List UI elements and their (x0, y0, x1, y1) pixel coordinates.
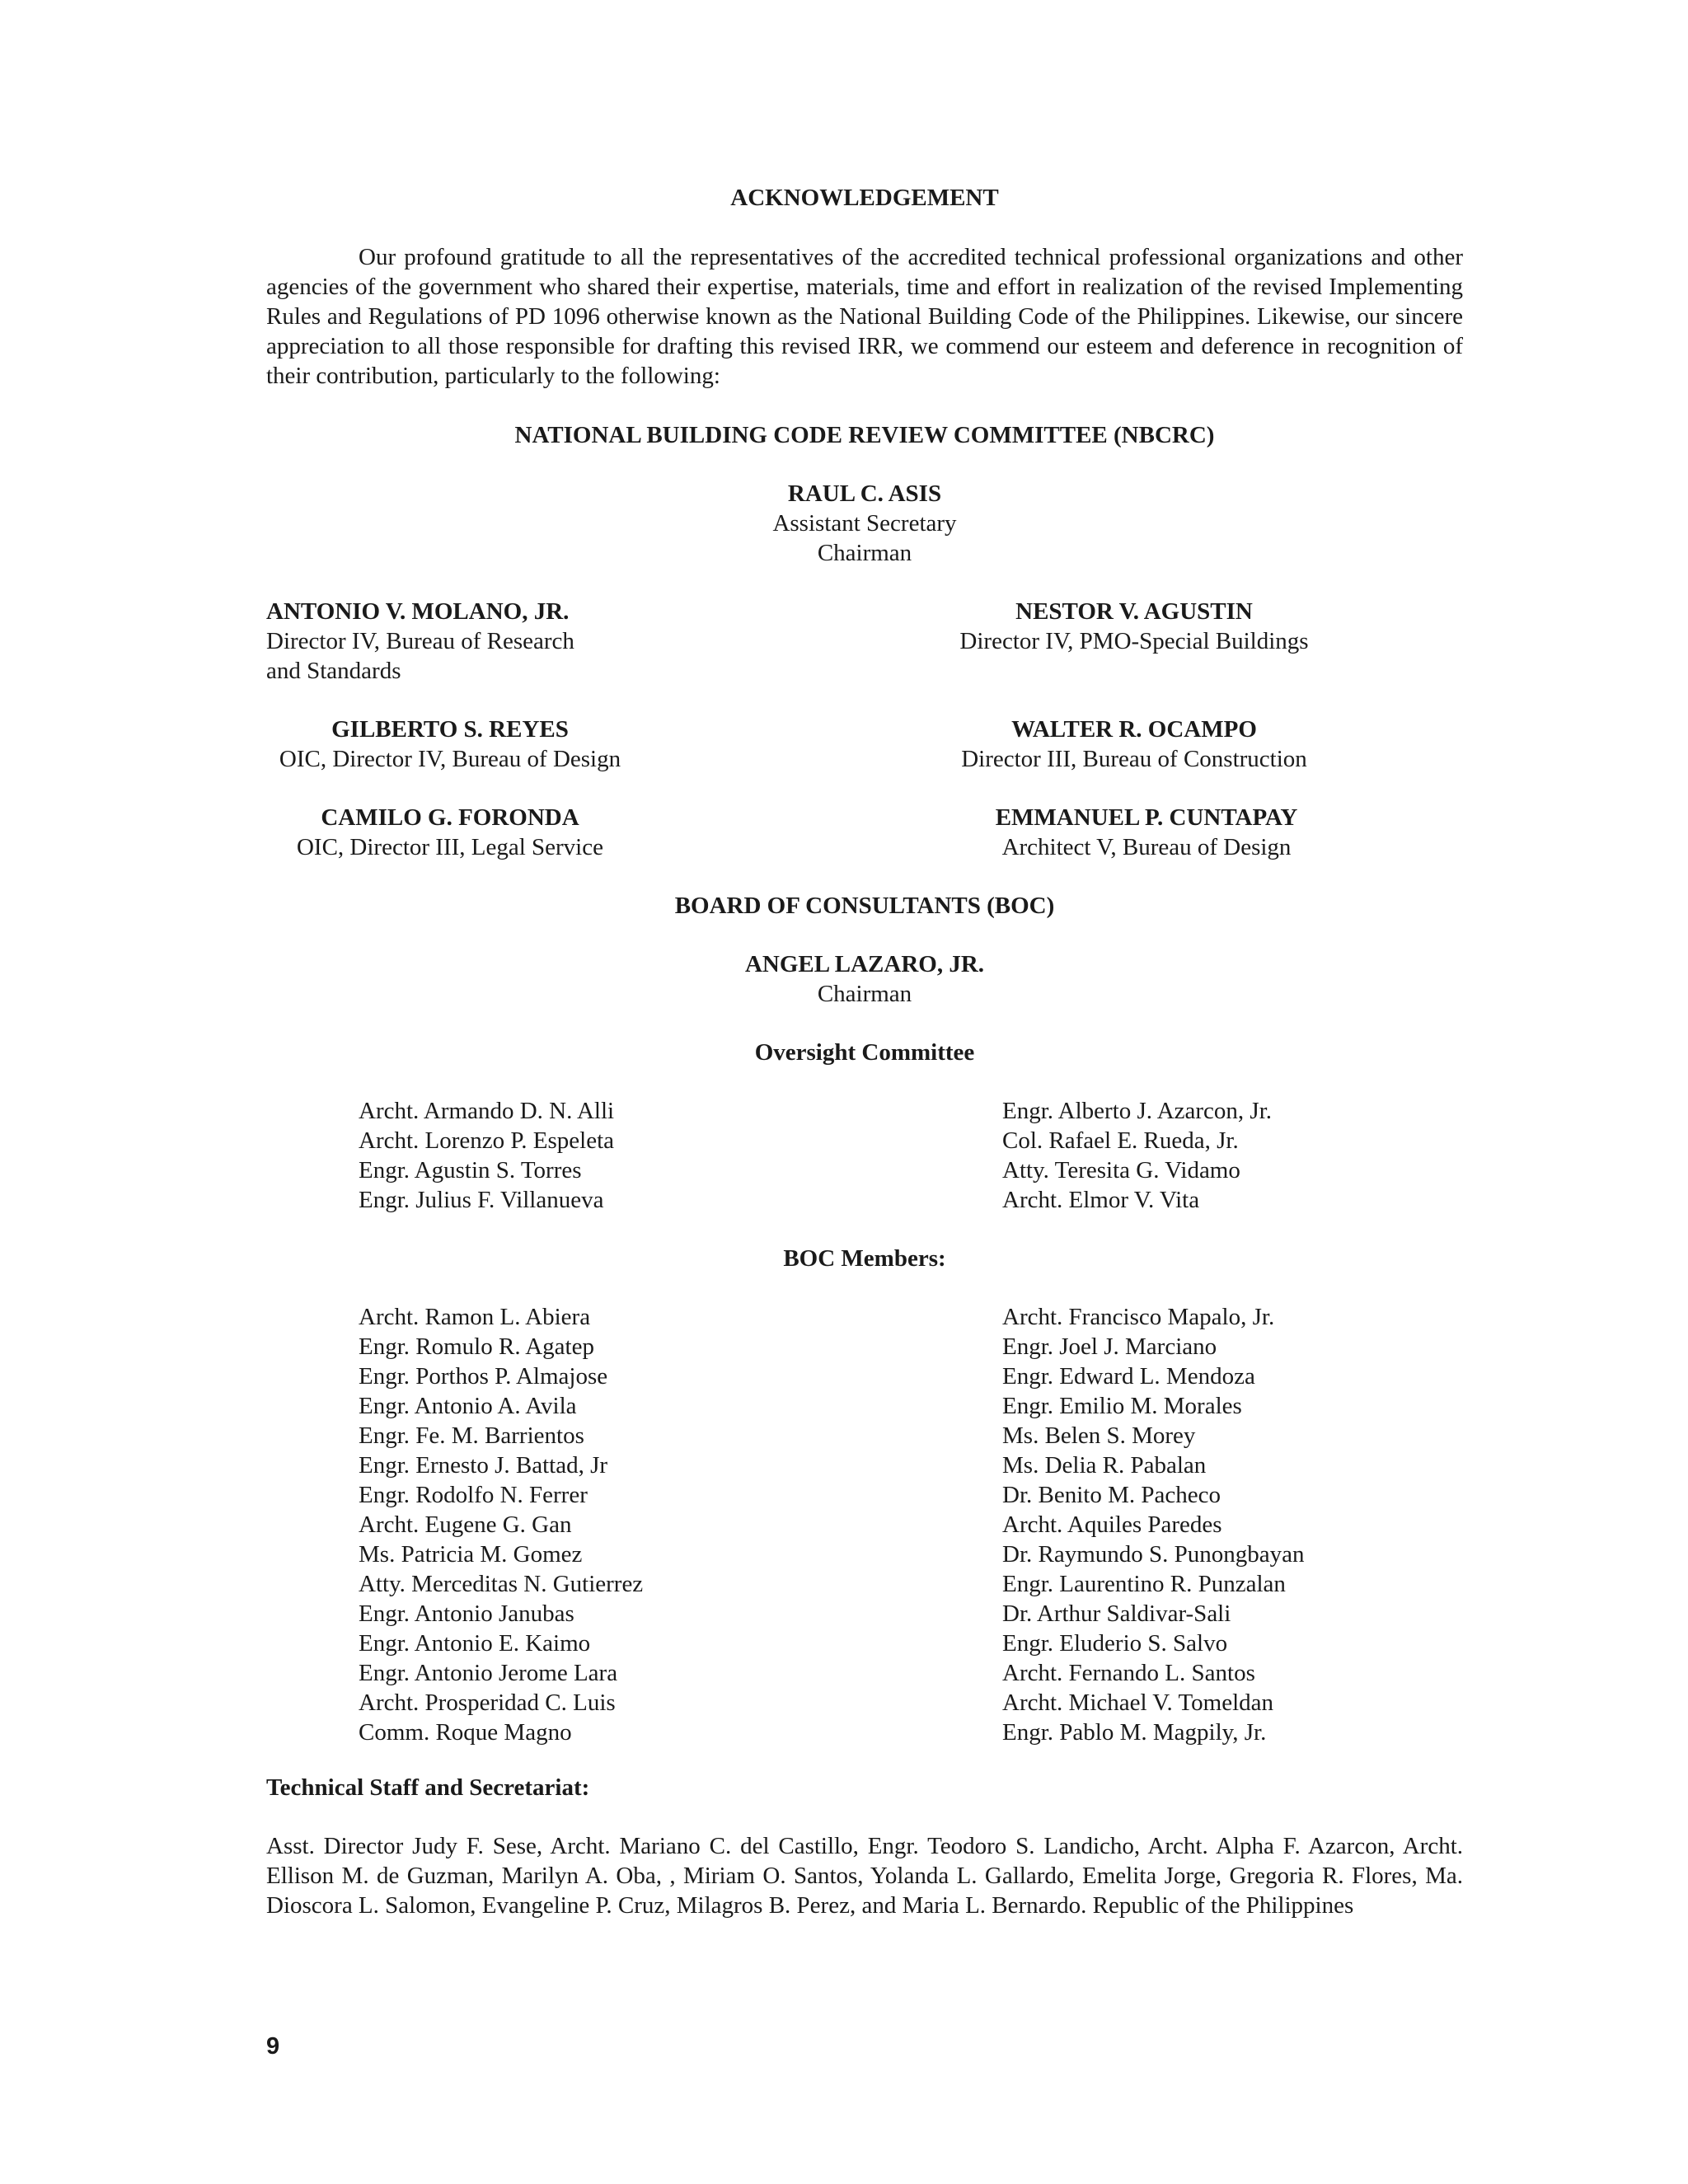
list-item: Col. Rafael E. Rueda, Jr. (1002, 1127, 1239, 1154)
member-name: WALTER R. OCAMPO (1011, 716, 1257, 743)
page-number: 9 (266, 2033, 280, 2060)
nbcrc-member (266, 803, 634, 862)
list-item: Engr. Joel J. Marciano (1002, 1333, 1217, 1360)
list-item: Ms. Patricia M. Gomez (359, 1541, 583, 1568)
oversight-list-left (359, 1096, 614, 1215)
list-item: Archt. Fernando L. Santos (1002, 1660, 1255, 1686)
list-item: Engr. Edward L. Mendoza (1002, 1363, 1255, 1390)
nbcrc-member (980, 803, 1313, 862)
list-item: Comm. Roque Magno (359, 1719, 572, 1746)
list-item: Engr. Eluderio S. Salvo (1002, 1630, 1228, 1657)
list-item: Archt. Armando D. N. Alli (359, 1098, 615, 1124)
list-item: Engr. Rodolfo N. Ferrer (359, 1482, 588, 1508)
list-item: Engr. Alberto J. Azarcon, Jr. (1002, 1098, 1273, 1124)
list-item: Engr. Agustin S. Torres (359, 1157, 582, 1183)
member-title: Director III, Bureau of Construction (961, 746, 1307, 772)
member-title: Director IV, Bureau of Research (266, 628, 574, 654)
list-item: Archt. Michael V. Tomeldan (1002, 1690, 1273, 1716)
list-item: Archt. Elmor V. Vita (1002, 1187, 1200, 1213)
list-item: Atty. Merceditas N. Gutierrez (359, 1571, 644, 1597)
nbcrc-member (266, 715, 634, 774)
list-item: Engr. Antonio Janubas (359, 1601, 574, 1627)
boc-members-list-right (1002, 1302, 1305, 1747)
nbcrc-heading: NATIONAL BUILDING CODE REVIEW COMMITTEE (NBCRC) (514, 422, 1215, 448)
oversight-committee-heading: Oversight Committee (754, 1039, 975, 1066)
boc-heading: BOARD OF CONSULTANTS (BOC) (674, 893, 1055, 919)
boc-members-heading: BOC Members: (783, 1245, 946, 1272)
member-title: Director IV, PMO-Special Buildings (959, 628, 1309, 654)
nbcrc-chair (266, 479, 1463, 568)
nbcrc-member (945, 715, 1324, 774)
member-title: OIC, Director III, Legal Service (296, 834, 603, 860)
list-item: Dr. Arthur Saldivar-Sali (1002, 1601, 1231, 1627)
list-item: Engr. Pablo M. Magpily, Jr. (1002, 1719, 1267, 1746)
list-item: Ms. Delia R. Pabalan (1002, 1452, 1207, 1479)
member-name: NESTOR V. AGUSTIN (1015, 598, 1253, 625)
member-title: OIC, Director IV, Bureau of Design (279, 746, 621, 772)
list-item: Engr. Romulo R. Agatep (359, 1333, 594, 1360)
nbcrc-member (266, 597, 574, 686)
technical-staff-heading: Technical Staff and Secretariat: (266, 1774, 590, 1801)
list-item: Engr. Antonio E. Kaimo (359, 1630, 591, 1657)
list-item: Engr. Antonio Jerome Lara (359, 1660, 618, 1686)
intro-paragraph (266, 242, 1463, 391)
nbcrc-chair-name: RAUL C. ASIS (787, 480, 942, 507)
nbcrc-chair-position: Assistant Secretary (772, 510, 957, 537)
nbcrc-chair-role: Chairman (817, 540, 912, 566)
list-item: Engr. Laurentino R. Punzalan (1002, 1571, 1286, 1597)
list-item: Archt. Aquiles Paredes (1002, 1511, 1222, 1538)
member-name: GILBERTO S. REYES (331, 716, 569, 743)
oversight-list-right (1002, 1096, 1272, 1215)
boc-chair-name: ANGEL LAZARO, JR. (744, 951, 985, 977)
list-item: Engr. Antonio A. Avila (359, 1393, 577, 1419)
member-title-continued: and Standards (266, 658, 401, 684)
list-item: Engr. Emilio M. Morales (1002, 1393, 1242, 1419)
list-item: Dr. Raymundo S. Punongbayan (1002, 1541, 1305, 1568)
member-name: ANTONIO V. MOLANO, JR. (266, 598, 570, 625)
nbcrc-member (940, 597, 1328, 656)
list-item: Archt. Francisco Mapalo, Jr. (1002, 1304, 1275, 1330)
member-title: Architect V, Bureau of Design (1001, 834, 1292, 860)
list-item: Engr. Porthos P. Almajose (359, 1363, 608, 1390)
member-name: CAMILO G. FORONDA (321, 804, 579, 831)
page-title: ACKNOWLEDGEMENT (730, 185, 999, 211)
list-item: Archt. Ramon L. Abiera (359, 1304, 591, 1330)
list-item: Ms. Belen S. Morey (1002, 1422, 1196, 1449)
boc-chair-role: Chairman (817, 981, 912, 1007)
member-name: EMMANUEL P. CUNTAPAY (995, 804, 1298, 831)
list-item: Engr. Fe. M. Barrientos (359, 1422, 584, 1449)
intro-text: Our profound gratitude to all the representatives of the accredited technical professional organizations and other agencies of the government who shared their expertise, materials, time and effort in realization of the revised Implementing Rules and Regulations of PD 1096 otherwise known as the National Building Code of the Philippines. Likewise, our sincere appreciation to all those responsible for drafting this revised IRR, we commend our esteem and deference in recognition of their contribution, particularly to the following: (266, 244, 1463, 389)
list-item: Archt. Prosperidad C. Luis (359, 1690, 616, 1716)
list-item: Archt. Eugene G. Gan (359, 1511, 572, 1538)
list-item: Archt. Lorenzo P. Espeleta (359, 1127, 615, 1154)
list-item: Atty. Teresita G. Vidamo (1002, 1157, 1240, 1183)
list-item: Engr. Julius F. Villanueva (359, 1187, 604, 1213)
list-item: Dr. Benito M. Pacheco (1002, 1482, 1221, 1508)
list-item: Engr. Ernesto J. Battad, Jr (359, 1452, 608, 1479)
technical-staff-text: Asst. Director Judy F. Sese, Archt. Mariano C. del Castillo, Engr. Teodoro S. Landicho, Archt. Alpha F. Azarcon, Archt. Ellison M. de Guzman, Marilyn A. Oba, , Miriam O. Santos, Yolanda L. Gallardo, Emelita Jorge, Gregoria R. Flores, Ma. Dioscora L. Salomon, Evangeline P. Cruz, Milagros B. Perez, and Maria L. Bernardo. Republic of the Philippines (266, 1833, 1463, 1919)
boc-members-list-left (359, 1302, 643, 1747)
boc-chair (266, 949, 1463, 1009)
